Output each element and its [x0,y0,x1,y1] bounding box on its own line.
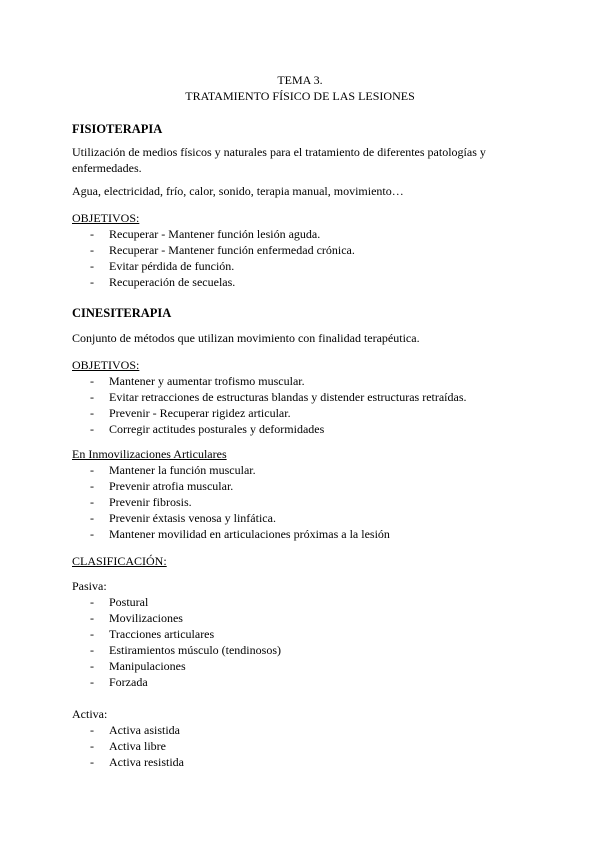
bullet-dash: - [90,659,94,673]
fisioterapia-para2: Agua, electricidad, frío, calor, sonido, terapia manual, movimiento… [72,184,404,198]
list-item-text: Postural [109,595,149,609]
list-item-text: Activa libre [109,739,166,753]
bullet-dash: - [90,627,94,641]
bullet-dash: - [90,611,94,625]
list-item-text: Activa asistida [109,723,180,737]
cinesiterapia-heading: CINESITERAPIA [72,306,172,320]
fisioterapia-objetivos-label: OBJETIVOS: [72,211,140,225]
bullet-dash: - [90,374,94,388]
inmovilizaciones-label: En Inmovilizaciones Articulares [72,447,227,461]
list-item-text: Recuperar - Mantener función enfermedad crónica. [109,243,355,257]
list-item-text: Mantener y aumentar trofismo muscular. [109,374,305,388]
list-item-text: Activa resistida [109,755,184,769]
list-item-text: Mantener la función muscular. [109,463,256,477]
bullet-dash: - [90,479,94,493]
fisioterapia-para1-line2: enfermedades. [72,161,142,175]
title-line-1: TEMA 3. [277,73,323,87]
bullet-dash: - [90,495,94,509]
bullet-dash: - [90,463,94,477]
bullet-dash: - [90,390,94,404]
title-line-2: TRATAMIENTO FÍSICO DE LAS LESIONES [185,89,415,103]
bullet-dash: - [90,739,94,753]
bullet-dash: - [90,259,94,273]
bullet-dash: - [90,675,94,689]
cinesiterapia-intro: Conjunto de métodos que utilizan movimiento con finalidad terapéutica. [72,331,420,345]
bullet-dash: - [90,406,94,420]
bullet-dash: - [90,595,94,609]
list-item-text: Estiramientos músculo (tendinosos) [109,643,281,657]
list-item-text: Evitar pérdida de función. [109,259,235,273]
list-item-text: Prevenir atrofia muscular. [109,479,234,493]
list-item-text: Manipulaciones [109,659,186,673]
list-item-text: Tracciones articulares [109,627,215,641]
list-item-text: Recuperación de secuelas. [109,275,236,289]
list-item-text: Movilizaciones [109,611,183,625]
cinesiterapia-objetivos-label: OBJETIVOS: [72,358,140,372]
bullet-dash: - [90,422,94,436]
bullet-dash: - [90,723,94,737]
bullet-dash: - [90,643,94,657]
bullet-dash: - [90,755,94,769]
clasificacion-label: CLASIFICACIÓN: [72,554,167,568]
list-item-text: Evitar retracciones de estructuras blandas y distender estructuras retraídas. [109,390,467,404]
list-item-text: Prevenir fibrosis. [109,495,192,509]
bullet-dash: - [90,243,94,257]
bullet-dash: - [90,527,94,541]
pasiva-label: Pasiva: [72,579,107,593]
fisioterapia-heading: FISIOTERAPIA [72,122,163,136]
bullet-dash: - [90,227,94,241]
list-item-text: Forzada [109,675,148,689]
bullet-dash: - [90,275,94,289]
list-item-text: Prevenir éxtasis venosa y linfática. [109,511,276,525]
bullet-dash: - [90,511,94,525]
fisioterapia-para1-line1: Utilización de medios físicos y naturales para el tratamiento de diferentes patologías y [72,145,486,159]
activa-label: Activa: [72,707,108,721]
list-item-text: Recuperar - Mantener función lesión aguda. [109,227,321,241]
list-item-text: Prevenir - Recuperar rigidez articular. [109,406,291,420]
list-item-text: Corregir actitudes posturales y deformidades [109,422,325,436]
list-item-text: Mantener movilidad en articulaciones próximas a la lesión [109,527,390,541]
